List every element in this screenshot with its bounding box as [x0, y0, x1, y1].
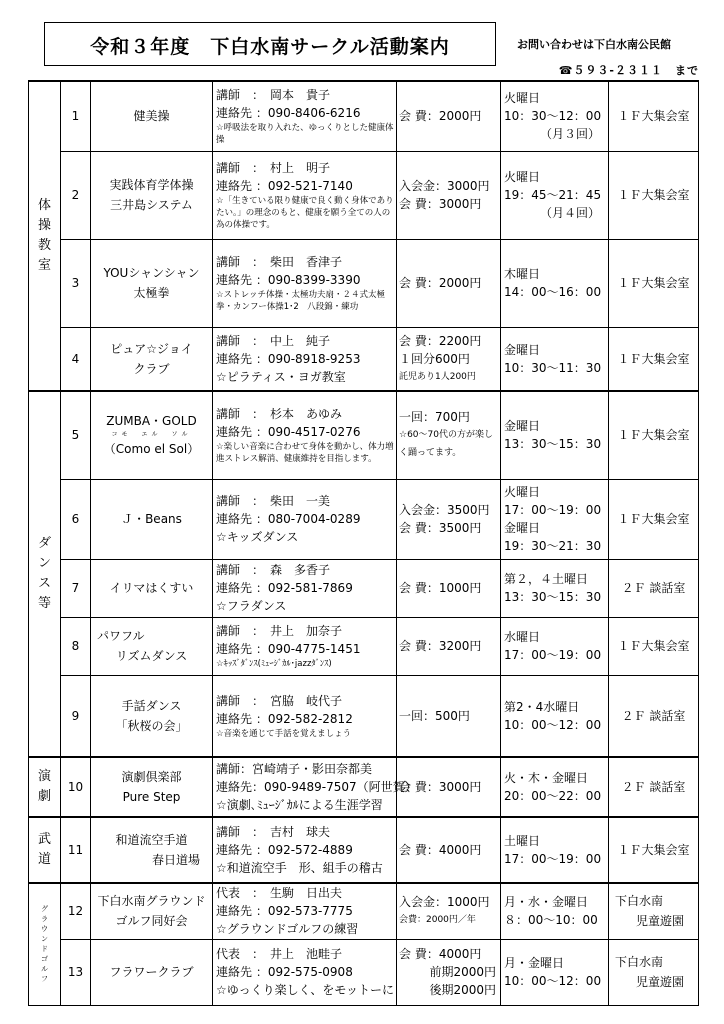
category-cell [29, 391, 61, 757]
description-note: ☆「生きている限り健康で良く動く身体でありたい。」の理念のもと、健康を願う全ての人の為の体操です。 [216, 196, 394, 230]
place-line: 児童遊園 [635, 914, 684, 929]
info-line: 講師 ： 杉本 あゆみ [216, 407, 343, 422]
fee-line: 会 費：4000円 [399, 843, 482, 857]
description-note: ☆ストレッチ体操・太極功夫扇・２４式太極拳・カンフー体操1･2 八段錦・練功 [216, 290, 386, 312]
place-line: １Ｆ大集会室 [617, 639, 690, 653]
place-info [609, 479, 699, 559]
category-char: グ [41, 905, 48, 914]
schedule-info [501, 327, 609, 391]
category-char: ン [37, 556, 51, 571]
info-line: ☆フラダンス [216, 599, 287, 613]
fee-line: 会 費：2000円 [399, 276, 482, 290]
info-line: 連絡先 ：092-575-0908 [216, 965, 353, 979]
schedule-info [501, 391, 609, 479]
fee-info [397, 939, 501, 1005]
circle-name-line: ZUMBA・GOLD [106, 414, 197, 429]
category-char: ン [41, 935, 48, 944]
place-line: １Ｆ大集会室 [617, 351, 690, 366]
instructor-info [213, 617, 397, 675]
schedule-info [501, 883, 609, 939]
fee-info [397, 151, 501, 239]
table-row [29, 817, 699, 883]
circle-name-line: コモ エル ソル [111, 431, 192, 439]
contact-line: お問い合わせは下白水南公民館 [517, 38, 671, 51]
instructor-info [213, 675, 397, 757]
table-row [29, 151, 699, 239]
fee-info [397, 817, 501, 883]
row-number: 9 [61, 675, 91, 757]
fee-info [397, 479, 501, 559]
circle-name-line: YOUシャンシャン [103, 266, 200, 280]
circle-table [28, 80, 699, 1006]
instructor-info [213, 559, 397, 617]
page-title: 令和３年度 下白水南サークル活動案内 [90, 36, 450, 58]
fee-line: 一回：700円 [399, 410, 470, 425]
fee-info [397, 391, 501, 479]
info-line: 講師 ： 森 多香子 [216, 563, 331, 577]
schedule-line: 10：00～12：00 [504, 974, 602, 988]
info-line: ☆グラウンドゴルフの練習 [216, 922, 359, 937]
fee-info [397, 883, 501, 939]
fee-line: 託児あり1人200円 [399, 371, 476, 382]
schedule-line: 10：30～12：00 [504, 109, 602, 124]
schedule-line: 火曜日 [504, 170, 541, 184]
schedule-info [501, 757, 609, 817]
schedule-info [501, 817, 609, 883]
place-line: １Ｆ大集会室 [617, 188, 690, 202]
row-number: 7 [61, 559, 91, 617]
instructor-info [213, 81, 397, 151]
schedule-line: 13：30～15：30 [504, 590, 602, 604]
info-line: 講師 ： 村上 明子 [216, 161, 331, 175]
info-line: 連絡先 ：090-8399-3390 [216, 273, 361, 287]
circle-name-line: リズムダンス [115, 649, 188, 663]
instructor-info [213, 817, 397, 883]
fee-line: 会 費：3000円 [399, 780, 482, 794]
instructor-info [213, 883, 397, 939]
circle-name-line: ゴルフ同好会 [115, 914, 188, 929]
category-char: ラ [41, 915, 48, 924]
place-line: 児童遊園 [635, 975, 684, 989]
info-line: 連絡先 ：092-582-2812 [216, 711, 353, 726]
info-line: 代表 ： 生駒 日出夫 [216, 886, 343, 901]
schedule-line: 19：45～21：45 [504, 188, 602, 202]
info-line: ☆ピラティス・ヨガ教室 [216, 369, 346, 384]
schedule-line: 第2・4水曜日 [504, 699, 580, 714]
place-line: ２Ｆ 談話室 [621, 581, 686, 595]
circle-name [91, 757, 213, 817]
fee-line: 会 費：3200円 [399, 639, 482, 653]
circle-name [91, 883, 213, 939]
schedule-line: 火曜日 [504, 485, 541, 499]
table-row [29, 239, 699, 327]
schedule-line: 20：00～22：00 [504, 789, 602, 803]
place-info [609, 817, 699, 883]
circle-name [91, 151, 213, 239]
category-char: 等 [37, 596, 51, 611]
info-line: 講師：宮崎靖子・影田奈都美 [216, 762, 373, 776]
fee-line: １回分600円 [399, 351, 470, 366]
instructor-info [213, 151, 397, 239]
schedule-line: 月・金曜日 [504, 956, 565, 970]
instructor-info [213, 479, 397, 559]
category-char: 室 [37, 258, 51, 273]
info-line: 連絡先 ：090-8406-6216 [216, 106, 361, 121]
schedule-line: 第２，４土曜日 [504, 572, 589, 586]
fee-line: 会 費：4000円 [399, 947, 482, 961]
category-cell [29, 757, 61, 817]
place-info [609, 559, 699, 617]
circle-name [91, 81, 213, 151]
circle-name-line: 春日道場 [151, 853, 200, 867]
circle-name [91, 391, 213, 479]
circle-name-line: イリマはくすい [109, 581, 194, 595]
category-char: 劇 [37, 789, 51, 804]
row-number: 11 [61, 817, 91, 883]
table-row [29, 479, 699, 559]
circle-name [91, 239, 213, 327]
info-line: ☆キッズダンス [216, 530, 299, 544]
schedule-line: 14：00～16：00 [504, 285, 602, 299]
category-cell [29, 81, 61, 391]
place-line: １Ｆ大集会室 [617, 512, 690, 526]
row-number: 10 [61, 757, 91, 817]
place-info [609, 617, 699, 675]
schedule-line: 土曜日 [504, 834, 541, 848]
instructor-info [213, 939, 397, 1005]
circle-name [91, 617, 213, 675]
table-row [29, 939, 699, 1005]
fee-info [397, 81, 501, 151]
instructor-info [213, 757, 417, 817]
title-box [44, 22, 496, 66]
row-number: 2 [61, 151, 91, 239]
category-cell [29, 817, 61, 883]
schedule-line: （月３回） [539, 127, 600, 142]
schedule-line: 13：30～15：30 [504, 437, 602, 452]
info-line: 講師 ： 宮脇 岐代子 [216, 693, 343, 708]
row-number: 8 [61, 617, 91, 675]
fee-line: 前期2000円 [429, 965, 496, 979]
schedule-info [501, 675, 609, 757]
fee-line: 入会金：1000円 [399, 895, 490, 910]
category-cell [29, 883, 61, 1005]
circle-name-line: Pure Step [122, 790, 181, 804]
place-line: ２Ｆ 談話室 [621, 708, 686, 723]
description-note: ☆音楽を通じて手話を覚えましょう [216, 728, 352, 739]
circle-name-line: Ｊ・Beans [121, 512, 182, 526]
table-row [29, 327, 699, 391]
fee-info [397, 327, 501, 391]
circle-name-line: 下白水南グラウンド [97, 894, 206, 909]
description-note: ☆ｷｯｽﾞﾀﾞﾝｽ(ﾐｭｰｼﾞｶﾙ･jazzﾀﾞﾝｽ) [216, 659, 332, 669]
schedule-line: 金曜日 [504, 342, 541, 357]
info-line: 連絡先 ：092-521-7140 [216, 179, 353, 193]
category-char: 体 [37, 198, 51, 213]
schedule-line: 金曜日 [504, 521, 541, 535]
circle-name [91, 939, 213, 1005]
place-line: 下白水南 [615, 894, 664, 909]
fee-line: 入会金：3500円 [399, 503, 490, 517]
place-info [609, 883, 699, 939]
description-note: ☆楽しい音楽に合わせて身体を動かし、体力増進ストレス解消、健康維持を目指します。 [216, 442, 394, 465]
info-line: 講師 ： 井上 加奈子 [216, 624, 343, 638]
info-line: 講師 ： 柴田 一美 [216, 494, 331, 508]
fee-info [397, 559, 501, 617]
info-line: 代表 ： 井上 池畦子 [216, 947, 343, 961]
info-line: 連絡先 ：090-4775-1451 [216, 642, 361, 656]
info-line: 連絡先：090-9489-7507（阿世賀） [216, 780, 417, 794]
circle-name-line: 和道流空手道 [115, 833, 188, 847]
category-char: ド [41, 945, 48, 954]
schedule-line: （月４回） [539, 206, 600, 220]
contact-phone: ☎５９３-２３１１ まで [558, 64, 699, 77]
schedule-info [501, 239, 609, 327]
circle-name-line: パワフル [97, 629, 145, 643]
description-note: ☆呼吸法を取り入れた、ゆっくりとした健康体操 [216, 123, 394, 146]
info-line: 講師 ： 岡本 貴子 [216, 88, 331, 103]
place-line: 下白水南 [615, 955, 664, 969]
fee-line: 入会金：3000円 [399, 179, 490, 193]
circle-name [91, 559, 213, 617]
fee-line: 会 費：2200円 [399, 333, 482, 348]
fee-line: 後期2000円 [429, 983, 496, 997]
fee-line: 会費：2000円／年 [399, 915, 476, 926]
fee-line: 一回：500円 [399, 708, 470, 723]
circle-name-line: フラワークラブ [109, 965, 194, 979]
info-line: ☆ゆっくり楽しく、をモットーに [216, 983, 395, 997]
circle-name-line: 手話ダンス [121, 698, 182, 713]
place-line: ２Ｆ 談話室 [621, 780, 686, 794]
row-number: 3 [61, 239, 91, 327]
circle-name-line: 太極拳 [133, 286, 170, 300]
place-line: １Ｆ大集会室 [617, 428, 690, 443]
circle-name-line: 「秋桜の会」 [115, 718, 188, 733]
place-line: １Ｆ大集会室 [617, 109, 690, 124]
info-line: 講師 ： 柴田 香津子 [216, 255, 343, 269]
row-number: 13 [61, 939, 91, 1005]
circle-name-line: クラブ [133, 361, 170, 376]
schedule-info [501, 939, 609, 1005]
info-line: 連絡先 ：092-573-7775 [216, 904, 353, 919]
category-char: 武 [37, 832, 51, 847]
schedule-line: 火曜日 [504, 91, 541, 106]
instructor-info [213, 391, 397, 479]
table-row [29, 757, 699, 817]
category-char: 操 [37, 218, 51, 233]
instructor-info [213, 327, 397, 391]
row-number: 4 [61, 327, 91, 391]
fee-line: 会 費：1000円 [399, 581, 482, 595]
place-info [609, 327, 699, 391]
circle-name [91, 327, 213, 391]
info-line: 連絡先 ：092-581-7869 [216, 581, 353, 595]
schedule-line: 10：00～12：00 [504, 717, 602, 732]
category-char: ウ [41, 925, 48, 934]
circle-name [91, 479, 213, 559]
category-char: 教 [37, 238, 51, 253]
info-line: ☆和道流空手 形、組手の稽古 [216, 861, 383, 875]
category-char: フ [41, 975, 48, 984]
schedule-info [501, 81, 609, 151]
schedule-info [501, 479, 609, 559]
info-line: 連絡先 ：090-4517-0276 [216, 425, 361, 440]
info-line: 連絡先 ：090-8918-9253 [216, 351, 361, 366]
schedule-line: ８：00～10：00 [504, 913, 598, 928]
schedule-line: 17：00～19：00 [504, 852, 602, 866]
circle-name-line: 三井島システム [110, 198, 193, 212]
schedule-info [501, 559, 609, 617]
schedule-line: 火・木・金曜日 [504, 771, 589, 785]
category-char: ダ [37, 536, 51, 551]
category-char: ス [37, 576, 51, 591]
circle-name-line: 演劇倶楽部 [121, 770, 182, 784]
table-row [29, 559, 699, 617]
circle-name-line: 実践体育学体操 [109, 178, 194, 192]
place-info [609, 757, 699, 817]
fee-info [397, 239, 501, 327]
table-row [29, 391, 699, 479]
place-info [609, 675, 699, 757]
row-number: 1 [61, 81, 91, 151]
category-char: ル [41, 965, 48, 974]
place-info [609, 81, 699, 151]
schedule-line: 水曜日 [504, 630, 541, 644]
schedule-line: 19：30～21：30 [504, 539, 602, 553]
info-line: 講師 ： 中上 純子 [216, 333, 331, 348]
table-row [29, 883, 699, 939]
place-info [609, 939, 699, 1005]
fee-line: 会 費：2000円 [399, 109, 482, 124]
fee-line: 会 費：3000円 [399, 197, 482, 211]
circle-name [91, 675, 213, 757]
schedule-info [501, 617, 609, 675]
circle-name-line: 健美操 [133, 109, 170, 124]
place-info [609, 239, 699, 327]
circle-name-line: （Como el Sol） [103, 442, 200, 457]
place-info [609, 391, 699, 479]
info-line: ☆演劇､ﾐｭｰｼﾞｶﾙによる生涯学習 [216, 798, 383, 812]
schedule-line: 17：00～19：00 [504, 503, 602, 517]
schedule-info [501, 151, 609, 239]
contact-info [505, 36, 717, 78]
instructor-info [213, 239, 397, 327]
fee-line: ☆60～70代の方が楽しく踊ってます。 [399, 430, 493, 459]
table-row [29, 617, 699, 675]
category-char: ゴ [41, 955, 48, 964]
schedule-line: 17：00～19：00 [504, 648, 602, 662]
fee-info [397, 675, 501, 757]
circle-name [91, 817, 213, 883]
row-number: 6 [61, 479, 91, 559]
schedule-line: 金曜日 [504, 419, 541, 434]
schedule-line: 月・水・金曜日 [504, 895, 589, 910]
schedule-line: 木曜日 [504, 267, 541, 281]
category-char: 演 [37, 769, 51, 784]
place-line: １Ｆ大集会室 [617, 276, 690, 290]
table-row [29, 81, 699, 151]
info-line: 連絡先 ：092-572-4889 [216, 843, 353, 857]
row-number: 12 [61, 883, 91, 939]
info-line: 講師 ： 吉村 球夫 [216, 825, 331, 839]
circle-name-line: ピュア☆ジョイ [110, 341, 193, 356]
place-info [609, 151, 699, 239]
category-char: 道 [37, 852, 51, 867]
fee-line: 会 費：3500円 [399, 521, 482, 535]
table-row [29, 675, 699, 757]
fee-info [397, 617, 501, 675]
place-line: １Ｆ大集会室 [617, 843, 690, 857]
row-number: 5 [61, 391, 91, 479]
info-line: 連絡先 ：080-7004-0289 [216, 512, 361, 526]
fee-info [397, 757, 501, 817]
schedule-line: 10：30～11：30 [504, 360, 602, 375]
